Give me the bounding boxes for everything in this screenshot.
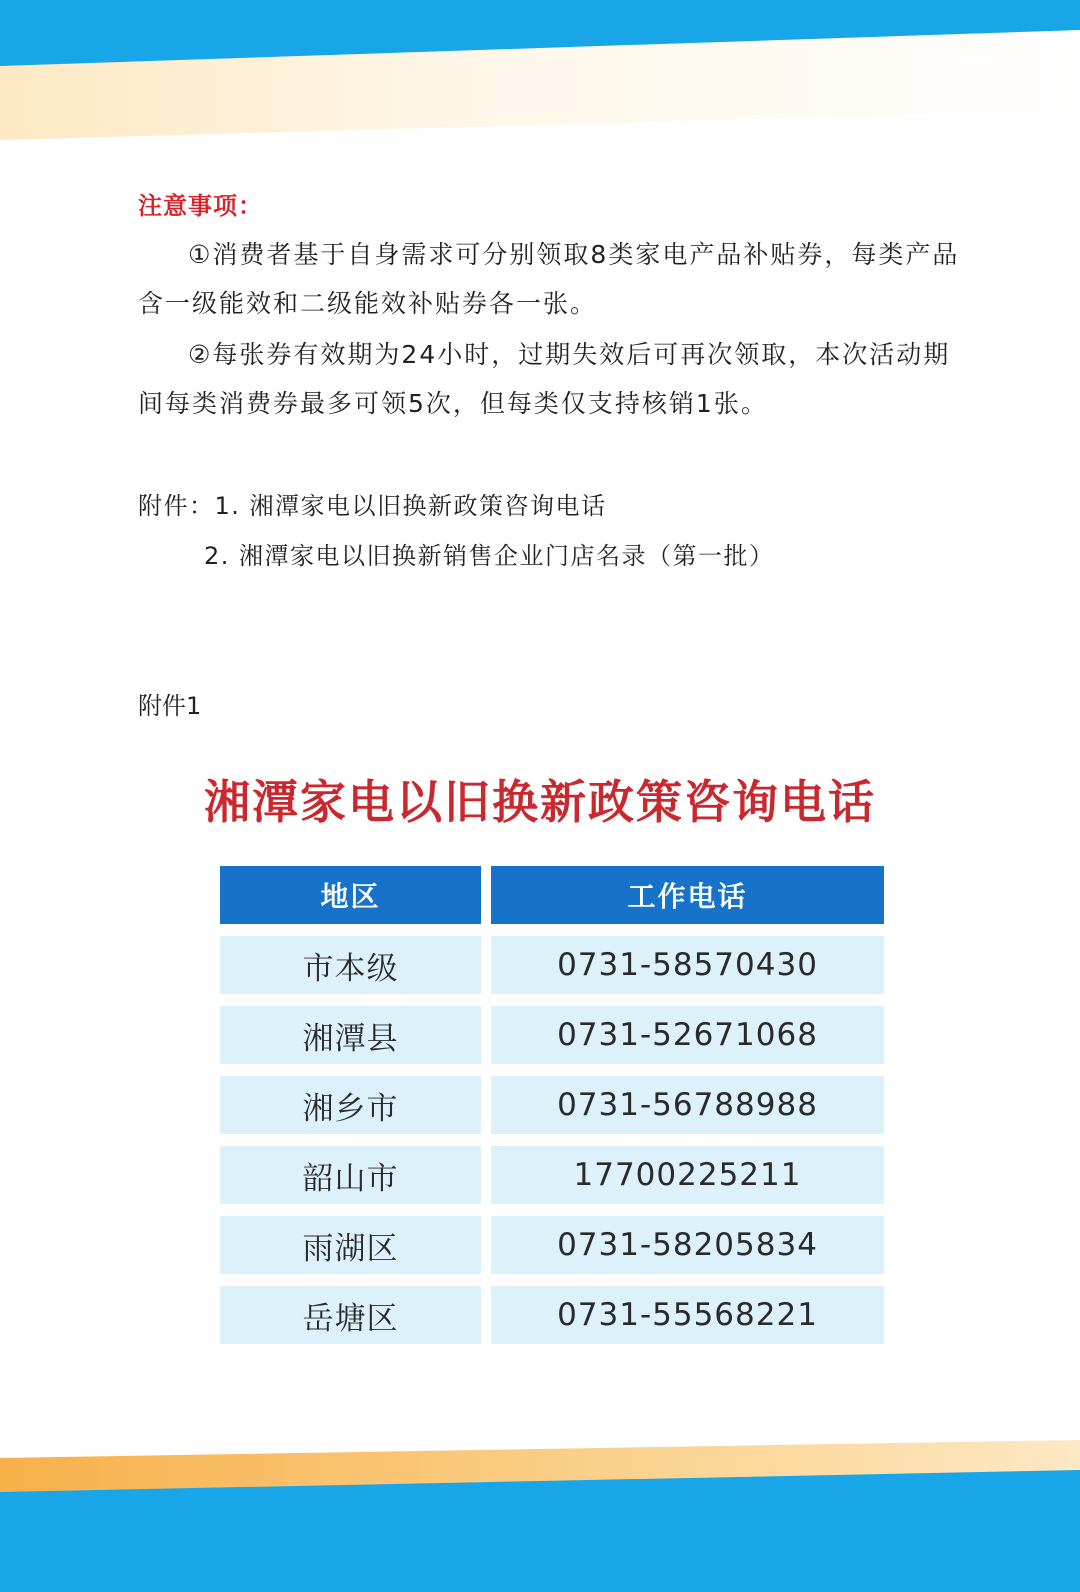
table-header-row <box>220 866 884 924</box>
notice-item-2-text: ②每张券有效期为24小时，过期失效后可再次领取，本次活动期间每类消费券最多可领5次，但每类仅支持核销1张。 <box>138 340 951 418</box>
table-row <box>220 1146 884 1204</box>
phone-cell: 0731-58570430 <box>491 936 884 994</box>
phone-cell: 0731-56788988 <box>491 1076 884 1134</box>
attachment-line-2: 2. 湘潭家电以旧换新销售企业门店名录（第一批） <box>204 542 775 570</box>
header-phone: 工作电话 <box>491 866 884 924</box>
notice-item-2 <box>138 330 973 428</box>
region-cell: 湘乡市 <box>220 1076 481 1134</box>
phone-cell: 17700225211 <box>491 1146 884 1204</box>
region-cell: 市本级 <box>220 936 481 994</box>
hotline-table <box>220 866 884 1356</box>
attachment-line-1: 附件：1. 湘潭家电以旧换新政策咨询电话 <box>138 492 607 520</box>
table-row <box>220 1216 884 1274</box>
annex-label: 附件1 <box>138 692 202 720</box>
bottom-decorative-band <box>0 1440 1080 1592</box>
header-region: 地区 <box>220 866 481 924</box>
table-row <box>220 1006 884 1064</box>
phone-cell: 0731-52671068 <box>491 1006 884 1064</box>
table-row <box>220 936 884 994</box>
notice-item-1-text: ①消费者基于自身需求可分别领取8类家电产品补贴券，每类产品含一级能效和二级能效补贴券各一张。 <box>138 240 960 318</box>
region-cell: 岳塘区 <box>220 1286 481 1344</box>
top-decorative-band <box>0 0 1080 140</box>
notice-title: 注意事项： <box>138 192 263 220</box>
phone-cell: 0731-58205834 <box>491 1216 884 1274</box>
table-row <box>220 1076 884 1134</box>
phone-cell: 0731-55568221 <box>491 1286 884 1344</box>
region-cell: 雨湖区 <box>220 1216 481 1274</box>
hotline-table-title: 湘潭家电以旧换新政策咨询电话 <box>204 775 876 829</box>
table-row <box>220 1286 884 1344</box>
region-cell: 湘潭县 <box>220 1006 481 1064</box>
region-cell: 韶山市 <box>220 1146 481 1204</box>
notice-item-1 <box>138 230 973 328</box>
